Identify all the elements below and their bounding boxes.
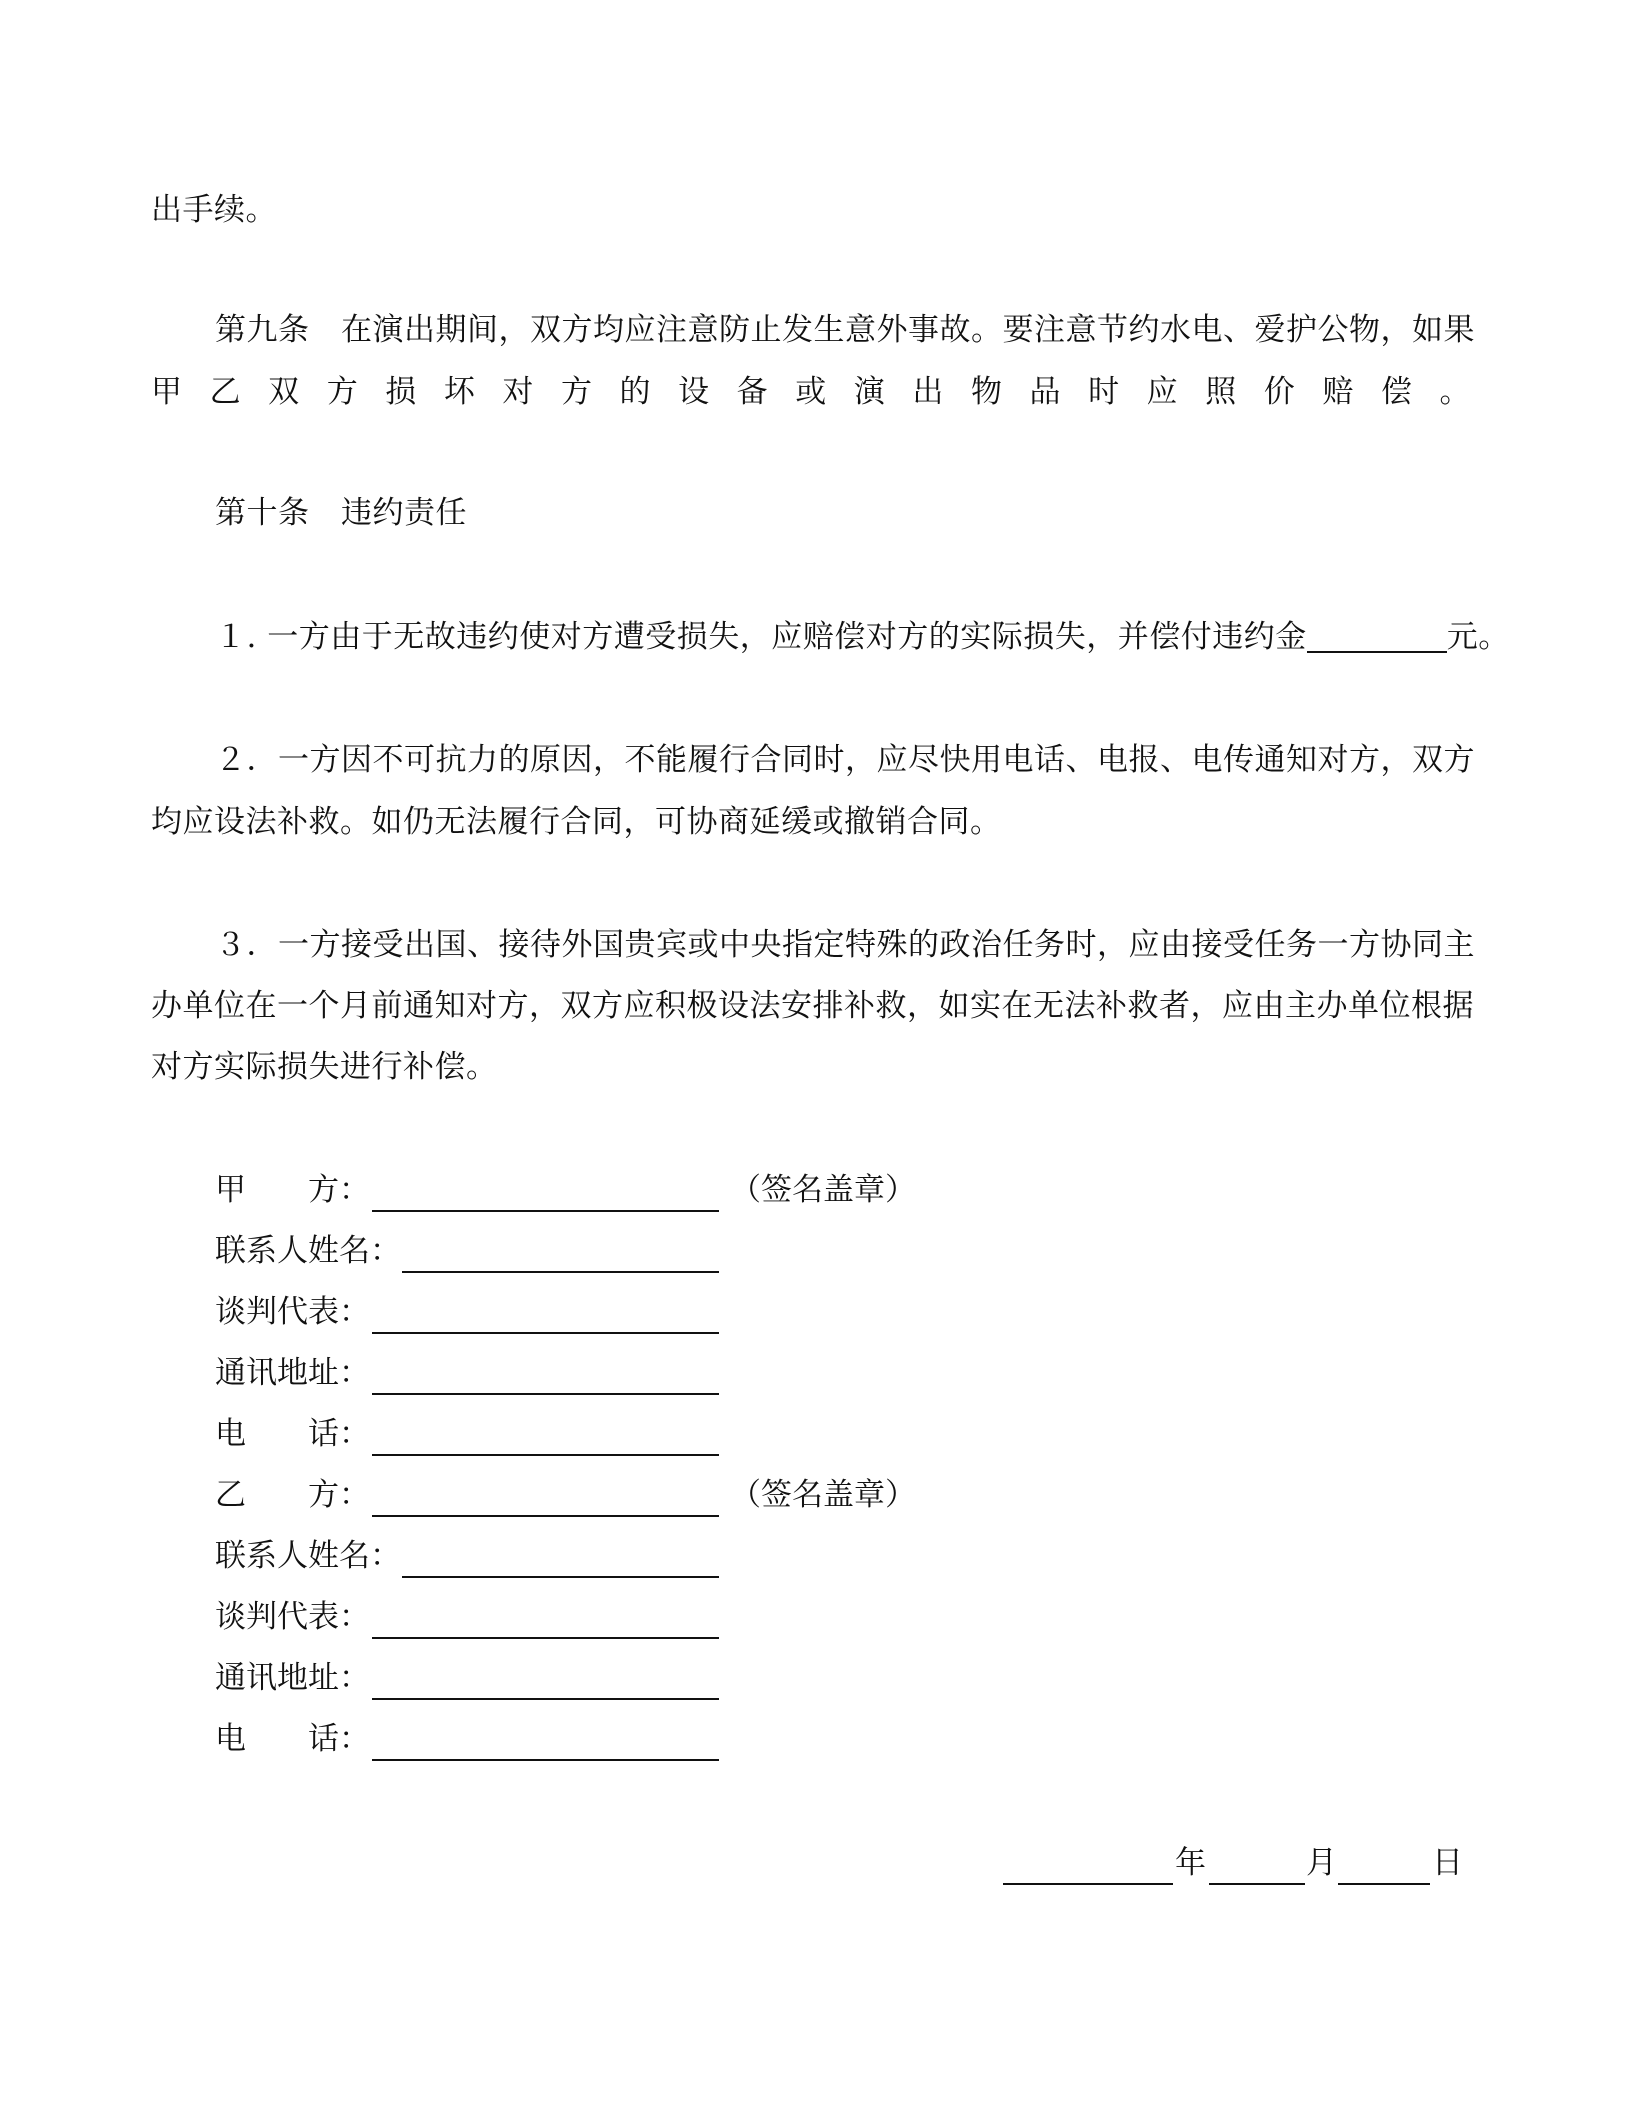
party-b-phone-line[interactable] [372,1759,719,1761]
clause-2-line-2: 均应设法补救。如仍无法履行合同，可协商延缓或撤销合同。 [151,804,1002,840]
party-b-address-label: 通讯地址： [215,1660,370,1696]
clause-3-line-2: 办单位在一个月前通知对方，双方应积极设法安排补救，如实在无法补救者，应由主办单位根据 [151,988,1474,1024]
date-day-label: 日 [1432,1845,1463,1881]
party-a-label: 甲 方： [215,1172,370,1208]
date-month-label: 月 [1306,1845,1337,1881]
party-b-sign-note: （签名盖章） [730,1477,916,1513]
date-year-label: 年 [1175,1845,1206,1881]
party-b-contact-line[interactable] [402,1576,719,1578]
party-b-address-line[interactable] [372,1698,719,1700]
party-b-signature-line[interactable] [372,1515,719,1517]
article-10-heading: 第十条 违约责任 [215,495,467,531]
date-year-blank[interactable] [1003,1883,1173,1885]
party-a-phone-line[interactable] [372,1454,719,1456]
party-a-phone-label: 电 话： [215,1416,370,1452]
party-a-address-label: 通讯地址： [215,1355,370,1391]
party-a-signature-line[interactable] [372,1210,719,1212]
party-b-rep-label: 谈判代表： [215,1599,370,1635]
clause-1-unit: 元。 [1446,619,1510,655]
penalty-amount-blank[interactable] [1307,621,1447,653]
clause-2-line-1: ２．一方因不可抗力的原因，不能履行合同时，应尽快用电话、电报、电传通知对方，双方 [215,742,1475,778]
party-b-contact-label: 联系人姓名： [215,1538,401,1574]
party-b-label: 乙 方： [215,1477,370,1513]
party-a-rep-line[interactable] [372,1332,719,1334]
clause-3-line-3: 对方实际损失进行补偿。 [151,1049,498,1085]
party-b-rep-line[interactable] [372,1637,719,1639]
party-a-contact-line[interactable] [402,1271,719,1273]
date-day-blank[interactable] [1338,1883,1430,1885]
clause-1 [215,617,1510,657]
party-a-address-line[interactable] [372,1393,719,1395]
clause-1-text: １. 一方由于无故违约使对方遭受损失，应赔偿对方的实际损失，并偿付违约金 [215,619,1307,655]
clause-3-line-1: ３．一方接受出国、接待外国贵宾或中央指定特殊的政治任务时，应由接受任务一方协同主 [215,927,1475,963]
article-9-line-1: 第九条 在演出期间，双方均应注意防止发生意外事故。要注意节约水电、爱护公物，如果 [215,312,1475,348]
party-a-contact-label: 联系人姓名： [215,1233,401,1269]
paragraph-continuation: 出手续。 [151,192,277,228]
date-month-blank[interactable] [1209,1883,1305,1885]
party-b-phone-label: 电 话： [215,1721,370,1757]
article-9-line-2: 甲乙双方损坏对方的设备或演出物品时应照价赔偿。 [151,374,1471,410]
party-a-rep-label: 谈判代表： [215,1294,370,1330]
party-a-sign-note: （签名盖章） [730,1172,916,1208]
